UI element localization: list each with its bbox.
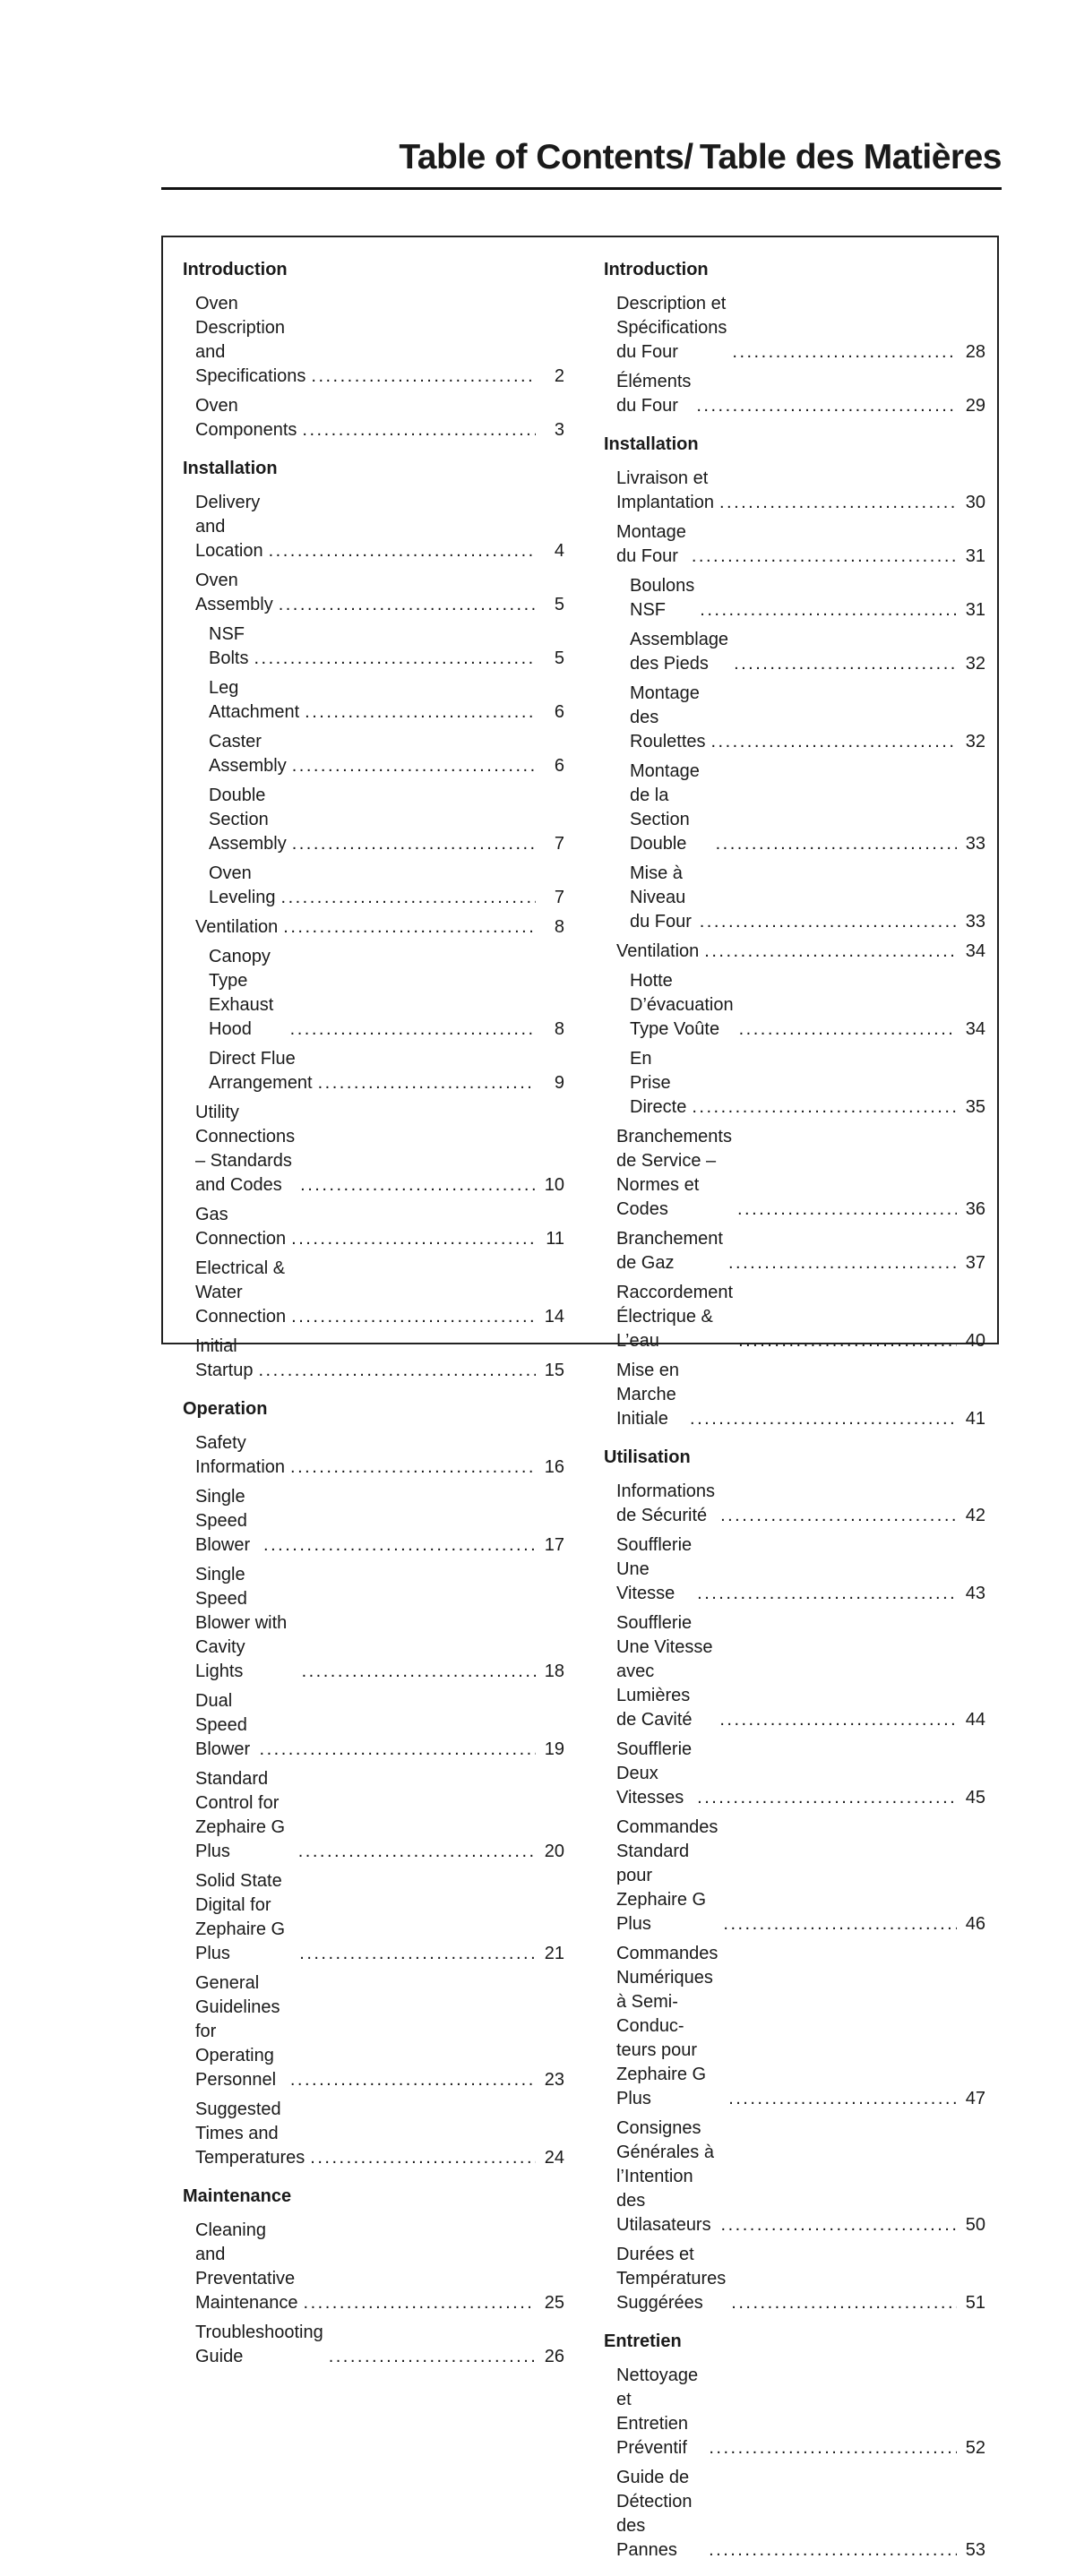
toc-entry[interactable]: [604, 367, 985, 421]
toc-entry[interactable]: [604, 966, 985, 1044]
toc-entry[interactable]: [604, 1122, 985, 1224]
entry-title-line2: de Cavité: [616, 1710, 693, 1730]
page-number: 35: [965, 1097, 985, 1117]
dot-leader: [700, 598, 957, 623]
entry-title: Éléments du Four: [616, 372, 692, 416]
page-number: 30: [965, 493, 985, 512]
page-number: 7: [554, 888, 564, 907]
section-items: [183, 1429, 564, 2173]
toc-column-french: [604, 257, 985, 2576]
entry-title: Description et Spécifications du Four: [616, 294, 727, 362]
toc-entry[interactable]: [183, 1560, 564, 1687]
page-number: 5: [554, 648, 564, 668]
entry-title: NSF Bolts: [209, 624, 249, 668]
entry-title: Gas Connection: [195, 1205, 287, 1249]
page-number: 36: [965, 1199, 985, 1219]
entry-title-line1: Commandes Standard pour: [616, 1817, 719, 1885]
entry-title-line1: General Guidelines for Operating: [195, 1973, 280, 2065]
dot-leader: [723, 1912, 957, 1936]
page-number: 6: [554, 702, 564, 722]
toc-entry[interactable]: [183, 1254, 564, 1332]
entry-title: Oven Assembly: [195, 571, 273, 614]
entry-title: Dual Speed Blower: [195, 1691, 251, 1759]
entry-title: Hotte D’évacuation Type Voûte: [630, 971, 734, 1039]
dot-leader: [696, 394, 957, 418]
toc-entry[interactable]: [604, 2361, 985, 2463]
entry-title: Nettoyage et Entretien Préventif: [616, 2366, 699, 2458]
page-number: 8: [554, 917, 564, 937]
entry-title: Livraison et Implantation: [616, 468, 714, 512]
toc-entry[interactable]: [183, 1429, 564, 1482]
entry-title: Standard Control for Zephaire G Plus: [195, 1769, 286, 1861]
dot-leader: [263, 1533, 536, 1558]
page-number: 11: [546, 1229, 564, 1249]
section-items: [604, 1477, 985, 2318]
page-number: 28: [965, 342, 985, 362]
entry-title-line1: Commandes Numériques à Semi-Conduc-: [616, 1944, 719, 2036]
dot-leader: [302, 1660, 536, 1684]
entry-title: Montage des Roulettes: [630, 683, 706, 751]
entry-title: [616, 1816, 718, 1936]
page-number: 33: [965, 834, 985, 854]
dot-leader: [704, 940, 957, 964]
entry-title: Oven Description and Specifications: [195, 294, 306, 386]
toc-entry[interactable]: [604, 2240, 985, 2318]
page-number: 4: [554, 541, 564, 561]
entry-title-line2: Utilasateurs: [616, 2215, 711, 2235]
entry-title: Montage de la Section Double: [630, 761, 700, 854]
dot-leader: [709, 2436, 957, 2460]
section-heading: Operation: [183, 1399, 268, 1419]
page-number: 10: [544, 1175, 564, 1195]
page-title: Table of Contents/ Table des Matières: [399, 138, 1002, 176]
toc-entry[interactable]: [604, 757, 985, 859]
entry-title: [195, 1101, 295, 1198]
page-number: 34: [965, 941, 985, 961]
entry-title: Solid State Digital for Zephaire G Plus: [195, 1871, 286, 1963]
page-number: 43: [965, 1584, 985, 1603]
page-number: 51: [965, 2293, 985, 2313]
toc-box: [161, 236, 999, 2560]
entry-title: Ventilation: [195, 917, 279, 937]
dot-leader: [697, 1582, 957, 1606]
dot-leader: [719, 491, 957, 515]
entry-title: Durées et Températures Suggérées: [616, 2245, 727, 2313]
toc-entry[interactable]: [183, 2095, 564, 2173]
toc-entry[interactable]: [604, 679, 985, 757]
dot-leader: [697, 1786, 957, 1810]
entry-title: Montage du Four: [616, 522, 686, 566]
dot-leader: [304, 2291, 536, 2315]
toc-entry[interactable]: [183, 859, 564, 913]
dot-leader: [692, 545, 957, 569]
dot-leader: [311, 365, 536, 389]
page-number: 40: [965, 1331, 985, 1351]
toc-entry[interactable]: [183, 1098, 564, 1200]
entry-title: [195, 1971, 285, 2092]
dot-leader: [299, 1942, 536, 1966]
dot-leader: [700, 910, 957, 934]
page-number: 52: [965, 2438, 985, 2458]
dot-leader: [728, 2087, 957, 2111]
page-number: 29: [965, 396, 985, 416]
dot-leader: [290, 2068, 536, 2092]
toc-entry[interactable]: [183, 391, 564, 445]
section-heading: Installation: [604, 434, 699, 454]
toc-entry[interactable]: [604, 1531, 985, 1609]
dot-leader: [731, 2291, 957, 2315]
toc-entry[interactable]: [183, 1200, 564, 1254]
entry-title-line2: Zephaire G Plus: [616, 1890, 707, 1934]
section-heading: Entretien: [604, 2331, 682, 2351]
toc-entry[interactable]: [604, 571, 985, 625]
toc-entry[interactable]: [604, 1044, 985, 1122]
entry-title: Soufflerie Une Vitesse: [616, 1535, 693, 1603]
entry-title-line2: and Codes: [195, 1175, 282, 1195]
entry-title: Canopy Type Exhaust Hood: [209, 947, 274, 1039]
page-number: 16: [544, 1457, 564, 1477]
dot-leader: [281, 886, 536, 910]
entry-title-line2: teurs pour Zephaire G Plus: [616, 2040, 707, 2108]
section-items: [183, 488, 564, 1386]
entry-title: Leg Attachment: [209, 678, 300, 722]
toc-entry[interactable]: [183, 1765, 564, 1867]
entry-title: Troubleshooting Guide: [195, 2323, 323, 2366]
dot-leader: [719, 1708, 957, 1732]
entry-title: Soufflerie Deux Vitesses: [616, 1739, 693, 1807]
page-number: 19: [544, 1739, 564, 1759]
toc-entry[interactable]: [604, 2114, 985, 2240]
page-number: 24: [544, 2148, 564, 2168]
entry-title: Single Speed Blower: [195, 1487, 251, 1555]
dot-leader: [329, 2345, 536, 2369]
section-items: [604, 464, 985, 1434]
entry-title: [616, 2117, 716, 2237]
entry-title: Delivery and Location: [195, 493, 263, 561]
dot-leader: [720, 1504, 957, 1528]
toc-entry[interactable]: [604, 1356, 985, 1434]
page-number: 7: [554, 834, 564, 854]
toc-entry[interactable]: [604, 859, 985, 937]
page-number: 41: [965, 1409, 985, 1429]
dot-leader: [300, 1173, 536, 1198]
toc-entry[interactable]: [183, 2216, 564, 2318]
section-items: [183, 2216, 564, 2372]
entry-title: Raccordement Électrique & L’eau: [616, 1283, 734, 1351]
page-number: 37: [965, 1253, 985, 1273]
entry-title: Branchement de Gaz: [616, 1229, 723, 1273]
page-number: 5: [554, 595, 564, 614]
dot-leader: [709, 2538, 957, 2563]
entry-title: Guide de Détection des Pannes: [616, 2468, 693, 2560]
page-number: 6: [554, 756, 564, 776]
page-number: 9: [554, 1073, 564, 1093]
section-heading: Introduction: [604, 260, 709, 279]
section-items: [604, 289, 985, 421]
page-number: 8: [554, 1019, 564, 1039]
entry-title-line1: Branchements de Service – Normes et: [616, 1127, 732, 1195]
toc-entry[interactable]: [604, 2463, 985, 2565]
entry-title: Initial Startup: [195, 1336, 254, 1380]
toc-entry[interactable]: [183, 1332, 564, 1386]
page-number: 33: [965, 912, 985, 932]
entry-title-line1: Utility Connections – Standards: [195, 1103, 296, 1171]
dot-leader: [258, 1359, 536, 1383]
entry-title: Mise en Marche Initiale: [616, 1361, 680, 1429]
entry-title: Safety Information: [195, 1433, 286, 1477]
dot-leader: [739, 1018, 957, 1042]
dot-leader: [291, 1305, 536, 1329]
entry-title-line2: Codes: [616, 1199, 668, 1219]
entry-title: Electrical & Water Connection: [195, 1258, 287, 1327]
section-items: [183, 289, 564, 445]
toc-entry[interactable]: [183, 620, 564, 674]
dot-leader: [302, 418, 536, 442]
dot-leader: [728, 1251, 957, 1275]
page-number: 3: [554, 420, 564, 440]
dot-leader: [737, 1198, 957, 1222]
entry-title: Double Section Assembly: [209, 786, 287, 854]
toc-entry[interactable]: [183, 913, 564, 942]
toc-entry[interactable]: [183, 2318, 564, 2372]
toc-entry[interactable]: [183, 942, 564, 1044]
dot-leader: [298, 1840, 536, 1864]
dot-leader: [254, 647, 536, 671]
entry-title-line1: Soufflerie Une Vitesse avec Lumières: [616, 1613, 713, 1705]
toc-entry[interactable]: [604, 1939, 985, 2114]
entry-title: [616, 1942, 723, 2111]
dot-leader: [692, 1095, 957, 1120]
page-number: 21: [544, 1944, 564, 1963]
page-number: 50: [965, 2215, 985, 2235]
page-number: 25: [544, 2293, 564, 2313]
page-number: 46: [965, 1914, 985, 1934]
dot-leader: [716, 832, 957, 856]
entry-title: Ventilation: [616, 941, 700, 961]
dot-leader: [292, 754, 536, 778]
page-number: 45: [965, 1788, 985, 1807]
entry-title-line1: Consignes Générales à l’Intention des: [616, 2118, 714, 2211]
entry-title: Assemblage des Pieds: [630, 630, 729, 674]
entry-title: Direct Flue Arrangement: [209, 1049, 313, 1093]
entry-title: Single Speed Blower with Cavity Lights: [195, 1565, 288, 1681]
dot-leader: [269, 539, 536, 563]
toc-entry[interactable]: [183, 674, 564, 727]
dot-leader: [283, 915, 536, 940]
page-number: 42: [965, 1506, 985, 1525]
toc-entry[interactable]: [604, 289, 985, 367]
dot-leader: [305, 700, 536, 725]
title-rule: [161, 187, 1002, 190]
section-heading: Maintenance: [183, 2186, 292, 2206]
dot-leader: [732, 340, 957, 365]
entry-title: Boulons NSF: [630, 576, 695, 620]
toc-entry[interactable]: [183, 727, 564, 781]
section-heading: Installation: [183, 459, 278, 478]
toc-entry[interactable]: [183, 1969, 564, 2095]
toc-entry[interactable]: [604, 625, 985, 679]
toc-entry[interactable]: [183, 1044, 564, 1098]
page-number: 44: [965, 1710, 985, 1730]
dot-leader: [721, 2213, 957, 2237]
entry-title: Informations de Sécurité: [616, 1481, 716, 1525]
toc-entry[interactable]: [183, 1482, 564, 1560]
page-number: 17: [544, 1535, 564, 1555]
entry-title: [616, 1125, 732, 1222]
dot-leader: [710, 730, 957, 754]
section-heading: Introduction: [183, 260, 288, 279]
page-number: 2: [554, 366, 564, 386]
toc-entry[interactable]: [604, 518, 985, 571]
section-heading: Utilisation: [604, 1447, 691, 1467]
page-number: 31: [965, 546, 985, 566]
entry-title: Mise à Niveau du Four: [630, 863, 692, 932]
entry-title: Caster Assembly: [209, 732, 287, 776]
page-number: 26: [544, 2347, 564, 2366]
dot-leader: [291, 1227, 536, 1251]
page-number: 32: [965, 654, 985, 674]
toc-entry[interactable]: [183, 1867, 564, 1969]
entry-title: Oven Components: [195, 396, 297, 440]
page-number: 34: [965, 1019, 985, 1039]
toc-entry[interactable]: [183, 781, 564, 859]
toc-entry[interactable]: [183, 289, 564, 391]
page-number: 23: [544, 2070, 564, 2090]
entry-title: Suggested Times and Temperatures: [195, 2099, 305, 2168]
dot-leader: [318, 1071, 536, 1095]
toc-entry[interactable]: [604, 1224, 985, 1278]
page-number: 47: [965, 2089, 985, 2108]
dot-leader: [690, 1407, 957, 1431]
toc-column-english: [183, 257, 564, 2383]
entry-title-line2: Personnel: [195, 2070, 277, 2090]
page-number: 31: [965, 600, 985, 620]
dot-leader: [738, 1329, 957, 1353]
toc-entry[interactable]: [183, 1687, 564, 1765]
dot-leader: [260, 1738, 536, 1762]
entry-title: Cleaning and Preventative Maintenance: [195, 2220, 298, 2313]
entry-title: [616, 1611, 714, 1732]
toc-entry[interactable]: [604, 1813, 985, 1939]
toc-entry[interactable]: [604, 1609, 985, 1735]
toc-entry[interactable]: [183, 566, 564, 620]
toc-entry[interactable]: [604, 937, 985, 966]
dot-leader: [290, 1018, 536, 1042]
dot-leader: [734, 652, 957, 676]
entry-title: En Prise Directe: [630, 1049, 687, 1117]
toc-entry[interactable]: [604, 464, 985, 518]
toc-entry[interactable]: [183, 488, 564, 566]
page-number: 32: [965, 732, 985, 751]
page-number: 20: [544, 1842, 564, 1861]
dot-leader: [292, 832, 536, 856]
dot-leader: [290, 1455, 536, 1480]
entry-title: Oven Leveling: [209, 863, 276, 907]
dot-leader: [310, 2146, 536, 2170]
page-number: 15: [544, 1361, 564, 1380]
toc-entry[interactable]: [604, 1278, 985, 1356]
page-number: 18: [544, 1662, 564, 1681]
page-number: 14: [544, 1307, 564, 1327]
dot-leader: [279, 593, 536, 617]
toc-entry[interactable]: [604, 1477, 985, 1531]
toc-entry[interactable]: [604, 1735, 985, 1813]
page-number: 53: [965, 2540, 985, 2560]
section-items: [604, 2361, 985, 2565]
